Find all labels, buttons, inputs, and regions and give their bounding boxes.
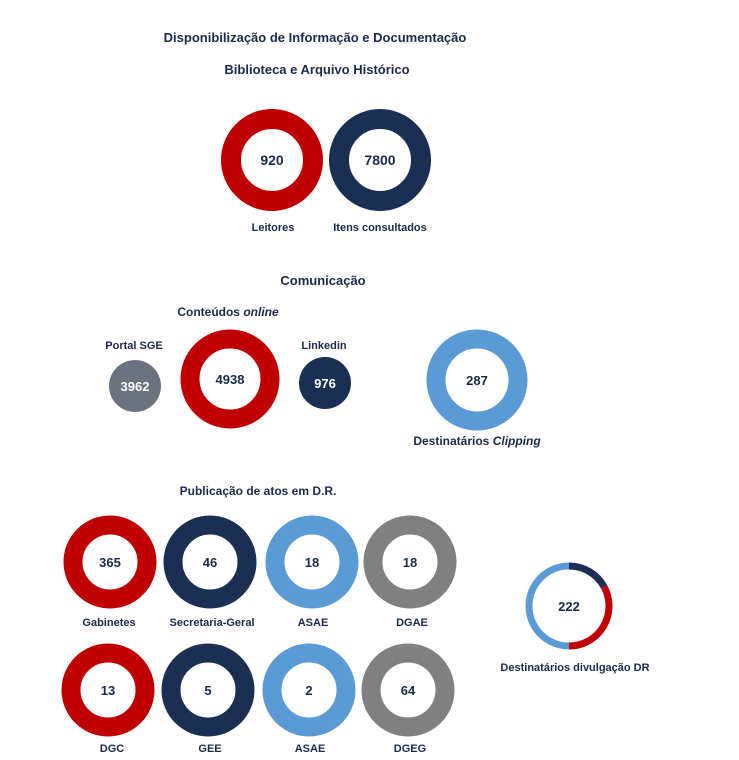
value-asae-2: 2: [305, 683, 313, 698]
value-secretaria-geral: 46: [202, 555, 218, 570]
section-title-comunicacao: Comunicação: [280, 273, 366, 288]
label-leitores: Leitores: [251, 222, 295, 234]
divulgacao-segment-navy: [569, 566, 604, 587]
value-gee: 5: [204, 683, 212, 698]
label-gee: GEE: [198, 743, 222, 755]
value-dgc: 13: [100, 683, 116, 698]
label-dgc: DGC: [99, 743, 125, 755]
section-title-publicacao: Publicação de atos em D.R.: [179, 484, 337, 498]
value-clipping: 287: [466, 373, 488, 388]
label-portal-sge: Portal SGE: [105, 340, 163, 352]
label-asae-2: ASAE: [294, 743, 326, 755]
label-asae-1: ASAE: [297, 617, 329, 629]
value-conteudos-total: 4938: [215, 372, 245, 387]
value-divulgacao-dr: 222: [558, 599, 580, 614]
label-divulgacao-dr: Destinatários divulgação DR: [500, 662, 650, 674]
page-title: Disponibilização de Informação e Documentação: [163, 30, 467, 45]
label-dgeg: DGEG: [393, 743, 427, 755]
label-linkedin: Linkedin: [301, 340, 347, 352]
value-dgeg: 64: [400, 683, 416, 698]
value-linkedin: 976: [314, 376, 336, 391]
value-dgae: 18: [402, 555, 418, 570]
value-gabinetes: 365: [99, 555, 121, 570]
value-portal-sge: 3962: [120, 379, 150, 394]
label-secretaria-geral: Secretaria-Geral: [169, 617, 255, 629]
value-itens-consultados: 7800: [364, 152, 396, 168]
label-dgae: DGAE: [396, 617, 428, 629]
value-leitores: 920: [260, 152, 284, 168]
label-gabinetes: Gabinetes: [82, 617, 136, 629]
section-title-biblioteca: Biblioteca e Arquivo Histórico: [224, 62, 410, 77]
section-title-conteudos: Conteúdos online: [177, 305, 279, 319]
label-itens-consultados: Itens consultados: [333, 222, 427, 234]
label-destinatarios-clipping: Destinatários Clipping: [413, 434, 541, 448]
value-asae-1: 18: [304, 555, 320, 570]
divulgacao-segment-red: [569, 587, 609, 646]
